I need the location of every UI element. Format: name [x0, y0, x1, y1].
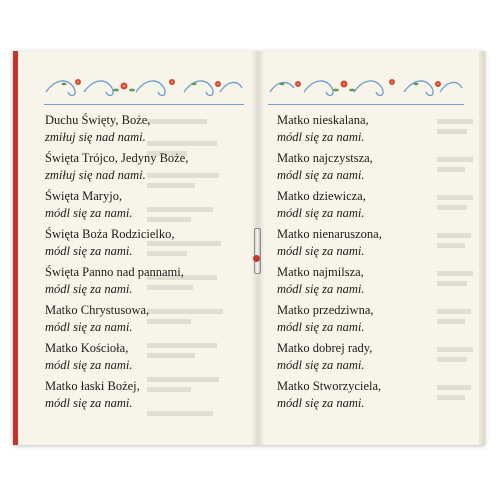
floral-ornament-left: [44, 72, 244, 102]
invocation-title: Matko dobrej rady,: [277, 341, 373, 355]
invocation: [45, 340, 245, 378]
invocation: [45, 378, 245, 416]
invocation-title: Matko łaski Bożej,: [45, 379, 140, 393]
staple-red-mark: [253, 255, 260, 262]
invocation-title: Matko przedziwna,: [277, 303, 374, 317]
invocation: [277, 264, 467, 302]
invocation-response: módl się za nami.: [45, 282, 133, 296]
invocation-title: Matko nienaruszona,: [277, 227, 382, 241]
invocation-response: zmiłuj się nad nami.: [45, 168, 146, 182]
invocation: [277, 226, 467, 264]
invocation-response: módl się za nami.: [277, 282, 365, 296]
invocation-title: Święta Boża Rodzicielko,: [45, 227, 175, 241]
staple: [254, 228, 261, 274]
invocation: [45, 226, 245, 264]
invocation-title: Matko nieskalana,: [277, 113, 369, 127]
invocation: [45, 112, 245, 150]
invocation: [45, 188, 245, 226]
floral-ornament-right: [268, 72, 464, 102]
left-page-litany: [45, 112, 245, 416]
invocation: [277, 150, 467, 188]
ornament-rule-right: [268, 104, 464, 105]
invocation: [277, 378, 467, 416]
invocation-title: Matko najmilsza,: [277, 265, 364, 279]
invocation-title: Święta Trójco, Jedyny Boże,: [45, 151, 189, 165]
invocation-response: módl się za nami.: [45, 396, 133, 410]
invocation: [45, 150, 245, 188]
invocation-response: módl się za nami.: [277, 358, 365, 372]
invocation-title: Duchu Święty, Boże,: [45, 113, 151, 127]
invocation: [277, 340, 467, 378]
invocation-response: zmiłuj się nad nami.: [45, 130, 146, 144]
invocation-response: módl się za nami.: [277, 168, 365, 182]
invocation: [277, 188, 467, 226]
page-stack-edge: [479, 51, 485, 445]
invocation-response: módl się za nami.: [277, 130, 365, 144]
invocation-title: Matko najczystsza,: [277, 151, 373, 165]
invocation-title: Matko dziewicza,: [277, 189, 366, 203]
invocation-response: módl się za nami.: [277, 244, 365, 258]
right-page-litany: [277, 112, 467, 416]
red-cover-edge: [13, 51, 18, 445]
invocation-response: módl się za nami.: [277, 320, 365, 334]
invocation-response: módl się za nami.: [45, 244, 133, 258]
invocation-title: Matko Chrystusowa,: [45, 303, 150, 317]
invocation-title: Święta Panno nad pannami,: [45, 265, 184, 279]
invocation-response: módl się za nami.: [45, 206, 133, 220]
invocation: [45, 264, 245, 302]
invocation-response: módl się za nami.: [277, 396, 365, 410]
invocation: [277, 302, 467, 340]
invocation-response: módl się za nami.: [45, 320, 133, 334]
invocation-title: Matko Kościoła,: [45, 341, 129, 355]
invocation-response: módl się za nami.: [45, 358, 133, 372]
invocation: [277, 112, 467, 150]
invocation: [45, 302, 245, 340]
invocation-title: Matko Stworzyciela,: [277, 379, 382, 393]
invocation-title: Święta Maryjo,: [45, 189, 123, 203]
ornament-rule-left: [44, 104, 244, 105]
invocation-response: módl się za nami.: [277, 206, 365, 220]
